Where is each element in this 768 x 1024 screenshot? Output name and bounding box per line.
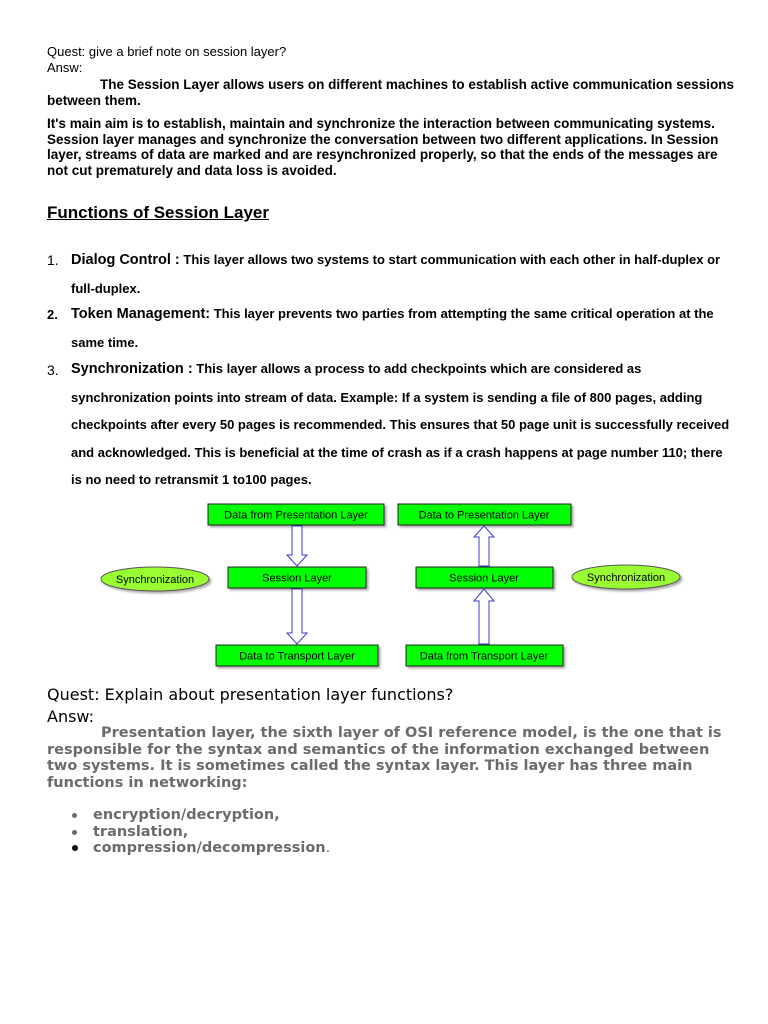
- answer-label-2: Answ:: [47, 707, 95, 726]
- functions-heading: Functions of Session Layer: [47, 203, 269, 222]
- box-label: Session Layer: [449, 572, 519, 585]
- box-label: Data to Transport Layer: [239, 650, 355, 663]
- trailing-period: .: [325, 840, 331, 856]
- list-number-2: 2.: [47, 307, 58, 322]
- function-item-synchronization: [71, 355, 731, 494]
- list-number-3: 3.: [47, 362, 59, 378]
- bullet-icon: [72, 830, 77, 835]
- question-2: Quest: Explain about presentation layer functions?: [47, 685, 454, 704]
- box-label: Data from Transport Layer: [419, 650, 549, 663]
- bullet-icon: [72, 813, 77, 818]
- question-1: Quest: give a brief note on session layer?: [47, 44, 287, 59]
- function-desc: This layer allows two systems to start communication with each other in half-duplex or full-duplex.: [71, 252, 721, 296]
- list-item: encryption/decryption,: [70, 807, 330, 824]
- session-aim-paragraph: It's main aim is to establish, maintain and synchronize the interaction between communicating systems. Session layer manages and synchronize the conversation between two different applications. In Session layer, streams of data are marked and are resynchronized properly, so that the ends of the messages are not cut prematurely and data loss is avoided.: [47, 116, 719, 178]
- arrow-down-icon: [287, 589, 307, 644]
- arrow-up-icon: [474, 526, 494, 566]
- ellipse-label: Synchronization: [115, 574, 195, 586]
- function-term: Dialog Control :: [71, 252, 180, 268]
- list-item: translation,: [70, 824, 330, 841]
- ellipse-label: Synchronization: [586, 572, 666, 584]
- function-desc: This layer prevents two parties from attempting the same critical operation at the same time.: [71, 306, 714, 350]
- answer-label-1: Answ:: [47, 60, 83, 75]
- bullet-icon: [72, 845, 78, 851]
- arrow-up-icon: [474, 589, 494, 644]
- function-term: Token Management:: [71, 306, 211, 322]
- function-item-dialog-control: [71, 246, 731, 302]
- list-item: compression/decompression.: [70, 840, 330, 857]
- session-layer-diagram: [0, 495, 768, 675]
- box-label: Session Layer: [262, 572, 332, 585]
- function-term: Synchronization :: [71, 361, 193, 377]
- presentation-paragraph: Presentation layer, the sixth layer of OSI reference model, is the one that is responsible for the syntax and semantics of the information exchanged between two systems. It is sometimes called the syntax layer. This layer has three main functions in networking:: [47, 725, 722, 791]
- box-label: Data from Presentation Layer: [224, 509, 368, 522]
- function-item-token-management: [71, 300, 731, 356]
- function-desc: This layer allows a process to add checkpoints which are considered as synchronization points into stream of data. Example: If a system is sending a file of 800 pages, adding checkpoints after every 50 pages is recommended. This ensures that 50 page unit is successfully received and acknowledged. This is beneficial at the time of crash as if a crash happens at page number 110; there is no need to retransmit 1 to100 pages.: [71, 361, 730, 487]
- session-intro-paragraph: The Session Layer allows users on different machines to establish active communication sessions between them.: [47, 77, 734, 108]
- arrow-down-icon: [287, 526, 307, 566]
- presentation-functions-list: [70, 807, 330, 857]
- box-label: Data to Presentation Layer: [418, 509, 550, 522]
- list-number-1: 1.: [47, 252, 59, 268]
